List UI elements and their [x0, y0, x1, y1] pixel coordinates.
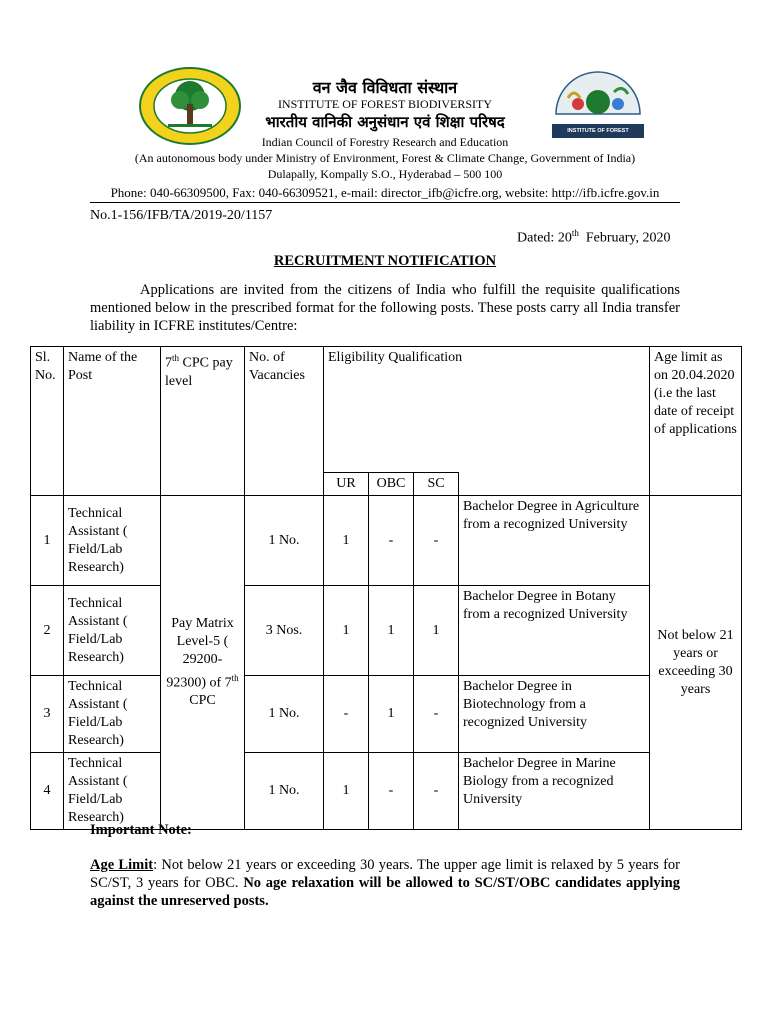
- row-ur: 1: [324, 753, 369, 830]
- hindi-title: वन जैव विविधता संस्थान: [312, 78, 458, 97]
- ifb-logo-caption: INSTITUTE OF FOREST BIODIVERSITY: [567, 128, 629, 144]
- autonomous-line: (An autonomous body under Ministry of Environment, Forest & Climate Change, Government of India): [134, 151, 636, 165]
- row-qualification: Bachelor Degree in Agriculture from a recognized University: [459, 496, 650, 586]
- row-sc: 1: [414, 586, 459, 676]
- header-rule: [90, 202, 680, 203]
- header-vacancies: No. of Vacancies: [245, 347, 324, 496]
- pay-level-b: CPC: [189, 693, 216, 709]
- header-eligibility: Eligibility Qualification: [324, 347, 650, 473]
- row-sl: 1: [31, 496, 64, 586]
- row-vacancies: 1 No.: [245, 496, 324, 586]
- age-limit-note: [90, 856, 680, 910]
- row-sc: -: [414, 753, 459, 830]
- row-sl: 3: [31, 676, 64, 753]
- table-row: [31, 586, 742, 676]
- row-post: Technical Assistant ( Field/Lab Research): [64, 496, 161, 586]
- pay-level-sup: th: [231, 672, 239, 683]
- important-note-heading: Important Note:: [90, 822, 192, 838]
- row-obc: 1: [369, 586, 414, 676]
- row-post: Technical Assistant ( Field/Lab Research): [64, 676, 161, 753]
- row-vacancies: 1 No.: [245, 676, 324, 753]
- notification-title: RECRUITMENT NOTIFICATION: [273, 253, 497, 269]
- row-ur: -: [324, 676, 369, 753]
- hindi-council: भारतीय वानिकी अनुसंधान एवं शिक्षा परिषद: [265, 113, 505, 131]
- institute-title: INSTITUTE OF FOREST BIODIVERSITY: [277, 97, 493, 111]
- address-line: Dulapally, Kompally S.O., Hyderabad – 500 100: [267, 167, 503, 181]
- header-obc: OBC: [369, 473, 414, 496]
- header-row: [31, 347, 742, 473]
- header-cpc-b: CPC pay level: [165, 355, 233, 389]
- header-sl: Sl. No.: [31, 347, 64, 496]
- row-qualification: Bachelor Degree in Biotechnology from a recognized University: [459, 676, 650, 753]
- contact-line: Phone: 040-66309500, Fax: 040-66309521, e-mail: director_ifb@icfre.org, website: http://ifb.icfre.gov.in: [110, 185, 660, 200]
- pay-level-a: Pay Matrix Level-5 ( 29200-92300) of: [166, 615, 234, 691]
- header-age: Age limit as on 20.04.2020 (i.e the last date of receipt of applications: [650, 347, 742, 496]
- row-obc: -: [369, 496, 414, 586]
- row-ur: 1: [324, 586, 369, 676]
- row-sc: -: [414, 496, 459, 586]
- row-obc: -: [369, 753, 414, 830]
- council-name: Indian Council of Forestry Research and Education: [261, 135, 509, 149]
- row-sl: 4: [31, 753, 64, 830]
- pay-level-cell: [161, 496, 245, 830]
- dated-prefix: Dated: 20: [517, 230, 572, 246]
- row-ur: 1: [324, 496, 369, 586]
- recruitment-table: [30, 346, 742, 830]
- table-row: [31, 753, 742, 830]
- row-sl: 2: [31, 586, 64, 676]
- age-limit-bold: No age relaxation will be allowed to SC/ST/OBC candidates applying against the unreserved posts.: [90, 875, 680, 909]
- row-post: Technical Assistant ( Field/Lab Research): [64, 586, 161, 676]
- header-post: Name of the Post: [64, 347, 161, 496]
- row-qualification: Bachelor Degree in Marine Biology from a recognized University: [459, 753, 650, 830]
- row-post: Technical Assistant ( Field/Lab Research): [64, 753, 161, 830]
- dated-suffix: February, 2020: [578, 230, 671, 246]
- row-vacancies: 3 Nos.: [245, 586, 324, 676]
- intro-paragraph: Applications are invited from the citizens of India who fulfill the requisite qualifications mentioned below in the prescribed format for the following posts. These posts carry all India transfer liability in ICFRE institutes/Centre:: [90, 282, 680, 334]
- pay-level-sup-pre: 7: [224, 675, 232, 691]
- table-row: [31, 496, 742, 586]
- age-limit-text: : Not below 21 years or exceeding 30 years. The upper age limit is relaxed by 5 years for SC/ST, 3 years for OBC.: [90, 857, 680, 891]
- header-cpc-sup: th: [172, 353, 180, 363]
- header-ur: UR: [324, 473, 369, 496]
- header-qualification-blank: [459, 473, 650, 496]
- dated-sup: th: [571, 228, 579, 238]
- header-cpc-a: 7: [165, 355, 172, 371]
- row-obc: 1: [369, 676, 414, 753]
- age-limit-cell: Not below 21 years or exceeding 30 years: [650, 496, 742, 830]
- table-row: [31, 676, 742, 753]
- reference-number: No.1-156/IFB/TA/2019-20/1157: [90, 208, 273, 223]
- row-vacancies: 1 No.: [245, 753, 324, 830]
- header-cpc: [161, 347, 245, 496]
- age-limit-label: Age Limit: [90, 857, 154, 873]
- row-sc: -: [414, 676, 459, 753]
- dated: [510, 206, 670, 248]
- row-qualification: Bachelor Degree in Botany from a recognized University: [459, 586, 650, 676]
- header-sc: SC: [414, 473, 459, 496]
